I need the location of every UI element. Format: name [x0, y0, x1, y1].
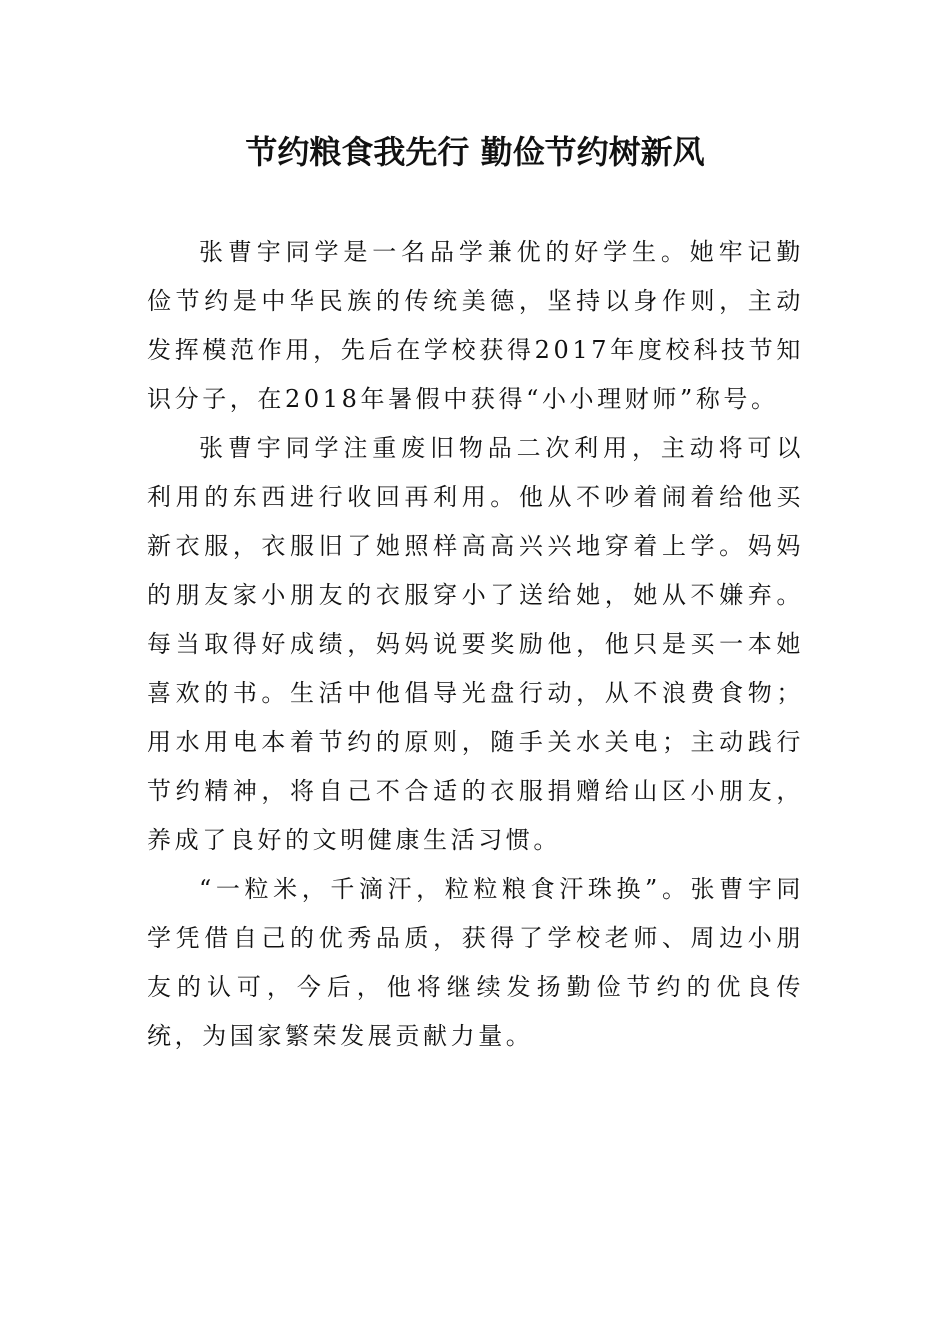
document-title: 节约粮食我先行 勤俭节约树新风	[245, 133, 705, 171]
document-body	[147, 228, 804, 1061]
paragraph-2: 张曹宇同学注重废旧物品二次利用，主动将可以利用的东西进行收回再利用。他从不吵着闹着给他买新衣服，衣服旧了她照样高高兴兴地穿着上学。妈妈的朋友家小朋友的衣服穿小了送给她，她从不嫌弃。每当取得好成绩，妈妈说要奖励他，他只是买一本她喜欢的书。生活中他倡导光盘行动，从不浪费食物；用水用电本着节约的原则，随手关水关电；主动践行节约精神，将自己不合适的衣服捐赠给山区小朋友，养成了良好的文明健康生活习惯。	[147, 434, 804, 854]
paragraph-1: 张曹宇同学是一名品学兼优的好学生。她牢记勤俭节约是中华民族的传统美德，坚持以身作则，主动发挥模范作用，先后在学校获得2017年度校科技节知识分子，在2018年暑假中获得“小小理财师”称号。	[147, 238, 804, 413]
paragraph-3: “一粒米，千滴汗，粒粒粮食汗珠换”。张曹宇同学凭借自己的优秀品质，获得了学校老师、周边小朋友的认可，今后，他将继续发扬勤俭节约的优良传统，为国家繁荣发展贡献力量。	[147, 875, 804, 1050]
